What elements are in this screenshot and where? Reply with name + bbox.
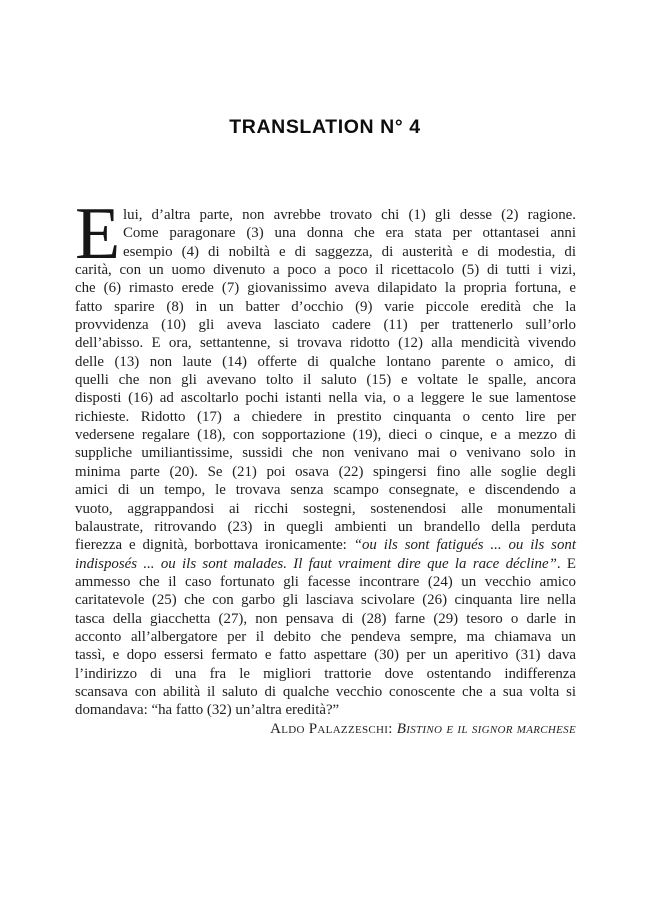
french-quote-segment: indisposés ... ou ils sont malades. Il faut vraiment dire que la race décline” [75,555,557,572]
text-segment: Come paragonare (3) una donna che era stata per ottantasei anni [123,225,576,242]
attribution-work-title: Bistino e il signor marchese [396,721,576,737]
text-segment: . E [556,555,577,572]
body-line [75,389,576,407]
text-segment: balaustrate, ritrovando (23) in quegli ambienti un brandello della perduta [75,518,576,535]
attribution-line [75,721,576,738]
body-line [75,334,576,352]
page-title: TRANSLATION N° 4 [229,116,421,138]
french-quote-segment: “ou ils sont fatigués ... ou ils sont [353,537,576,554]
text-segment: tasca della giacchetta (27), non pensava di (28) farne (29) tesoro o darle in [75,610,576,627]
text-segment: l’indirizzo di una fra le migliori trattorie dove ostentando indifferenza [75,665,576,682]
body-line [75,646,576,664]
body-line [75,683,576,701]
text-segment: suppliche umiliantissime, sussidi che non venivano mai o venivano solo in [75,445,576,462]
body-line [75,371,576,389]
body-paragraph [75,193,577,720]
text-segment: tassì, e dopo essersi fermato e fatto aspettare (30) per un aperitivo (31) dava [75,647,576,664]
body-line [75,261,576,279]
drop-cap: E [75,193,121,275]
body-line [75,536,576,554]
text-segment: fatto sparire (8) in un batter d’occhio (9) varie piccole eredità che la [75,298,576,315]
text-segment: esempio (4) di nobiltà e di saggezza, di austerità e di modestia, di [123,243,576,260]
body-line [75,444,576,462]
body-line [75,500,576,518]
body-line [75,408,576,426]
body-line [75,610,576,628]
body-line [75,591,576,609]
body-line [75,243,576,261]
attribution-author: Aldo Palazzeschi: [270,721,397,737]
body-line [75,573,576,591]
body-line [75,701,576,719]
text-segment: caritatevole (25) che con garbo gli lasciava scivolare (26) cinquanta lire nella [75,592,576,609]
text-segment: richieste. Ridotto (17) a chiedere in prestito cinquanta o cento lire per [75,408,576,425]
body-line [75,206,576,224]
text-segment: domandava: “ha fatto (32) un’altra eredità?” [75,702,340,719]
body-line [75,463,576,481]
text-segment: ammesso che il caso fortunato gli facesse incontrare (24) un vecchio amico [75,573,576,590]
text-segment: lui, d’altra parte, non avrebbe trovato chi (1) gli desse (2) ragione. [123,207,576,223]
text-segment: quelli che non gli avevano tolto il saluto (15) e voltate le spalle, ancora [75,372,576,389]
body-line [75,224,576,242]
text-segment: vedersene regalare (18), con sopportazione (19), dieci o cinque, e a mezzo di [75,427,576,444]
body-line [75,518,576,536]
text-segment: disposti (16) ad ascoltarlo pochi istanti nella via, o a leggere le sue lamentose [75,390,576,407]
text-segment: amici di un tempo, le trovava senza scampo consegnate, e discendendo a [75,482,576,499]
text-segment: vuoto, aggrappandosi ai ricchi sostegni, sostenendosi alle monumentali [75,500,576,517]
body-line [75,555,576,573]
body-line [75,426,576,444]
text-segment: delle (13) non laute (14) offerte di qualche lontano parente o amico, di [75,353,576,370]
text-segment: acconto all’albergatore per il debito che pendeva sempre, ma chiamava un [75,628,576,645]
body-line [75,481,576,499]
body-line [75,665,576,683]
text-segment: provvidenza (10) gli aveva lasciato cadere (11) per trattenerlo sull’orlo [75,317,576,334]
body-line [75,353,576,371]
text-segment: minima parte (20). Se (21) poi osava (22) spingersi fino alle soglie degli [75,463,576,480]
body-line [75,279,576,297]
text-segment: che (6) rimasto erede (7) giovanissimo aveva dilapidato la propria fortuna, e [75,280,576,297]
text-segment: carità, con un uomo divenuto a poco a poco il ricettacolo (5) di tutti i vizi, [75,262,576,279]
text-segment: scansava con abilità il saluto di qualche vecchio conoscente che a sua volta si [75,683,576,700]
text-segment: fierezza e dignità, borbottava ironicamente: [75,537,354,554]
body-line [75,298,576,316]
text-segment: dell’abisso. E ora, settantenne, si trovava ridotto (12) alla mendicità vivendo [75,335,576,352]
body-line [75,316,576,334]
body-line [75,628,576,646]
